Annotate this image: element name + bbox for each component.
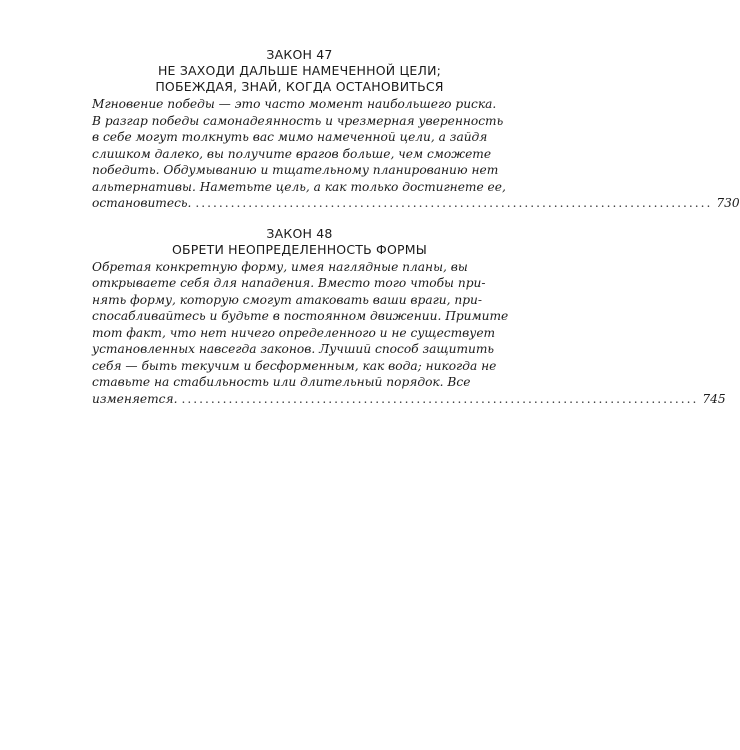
law-title-line: ПОБЕЖДАЯ, ЗНАЙ, КОГДА ОСТАНОВИТЬСЯ <box>155 79 444 94</box>
law-number: ЗАКОН 48 <box>266 225 333 241</box>
law-title-line: ОБРЕТИ НЕОПРЕДЕЛЕННОСТЬ ФОРМЫ <box>171 241 428 257</box>
toc-entry-line[interactable] <box>92 391 726 408</box>
summary-line: В разгар победы самонадеянность и чрезмерная уверенность <box>92 113 504 128</box>
summary-line: спосабливайтесь и будьте в постоянном движении. Примите <box>92 309 509 323</box>
law-summary <box>92 259 726 408</box>
summary-last-line: остановитесь. <box>92 196 192 210</box>
summary-line: Мгновение победы — это часто момент наибольшего риска. <box>92 97 497 111</box>
summary-line: нять форму, которую смогут атаковать ваши враги, при- <box>92 292 482 307</box>
toc-entry-line[interactable] <box>92 195 740 212</box>
page-number: 730 <box>716 196 740 210</box>
summary-line: ставьте на стабильность или длительный порядок. Все <box>92 375 471 389</box>
summary-line: в себе могут толкнуть вас мимо намеченной цели, а зайдя <box>92 130 488 144</box>
page-number: 745 <box>702 391 726 406</box>
law-48-entry <box>92 225 726 408</box>
summary-line: слишком далеко, вы получите врагов больше, чем сможете <box>92 146 492 161</box>
table-of-contents-page <box>92 47 740 421</box>
summary-line: установленных навсегда законов. Лучший способ защитить <box>92 342 495 356</box>
summary-line: открываете себя для нападения. Вместо того чтобы при- <box>92 276 486 290</box>
law-title <box>92 63 507 95</box>
summary-line: себя — быть текучим и бесформенным, как вода; никогда не <box>92 358 497 373</box>
summary-line: тот факт, что нет ничего определенного и не существует <box>92 325 496 340</box>
summary-line: Обретая конкретную форму, имея наглядные планы, вы <box>92 259 468 274</box>
law-47-entry <box>92 47 740 212</box>
law-title <box>92 242 507 258</box>
dot-leader: ........................................................................................ <box>195 196 713 210</box>
law-title-line: НЕ ЗАХОДИ ДАЛЬШЕ НАМЕЧЕННОЙ ЦЕЛИ; <box>157 63 442 78</box>
summary-line: альтернативы. Наметьте цель, а как только достигнете ее, <box>92 179 506 194</box>
law-number: ЗАКОН 47 <box>266 47 333 62</box>
law-summary <box>92 96 740 212</box>
dot-leader: ........................................................................................ <box>181 391 699 406</box>
summary-last-line: изменяется. <box>92 391 178 406</box>
summary-line: победить. Обдумыванию и тщательному планированию нет <box>92 163 499 177</box>
